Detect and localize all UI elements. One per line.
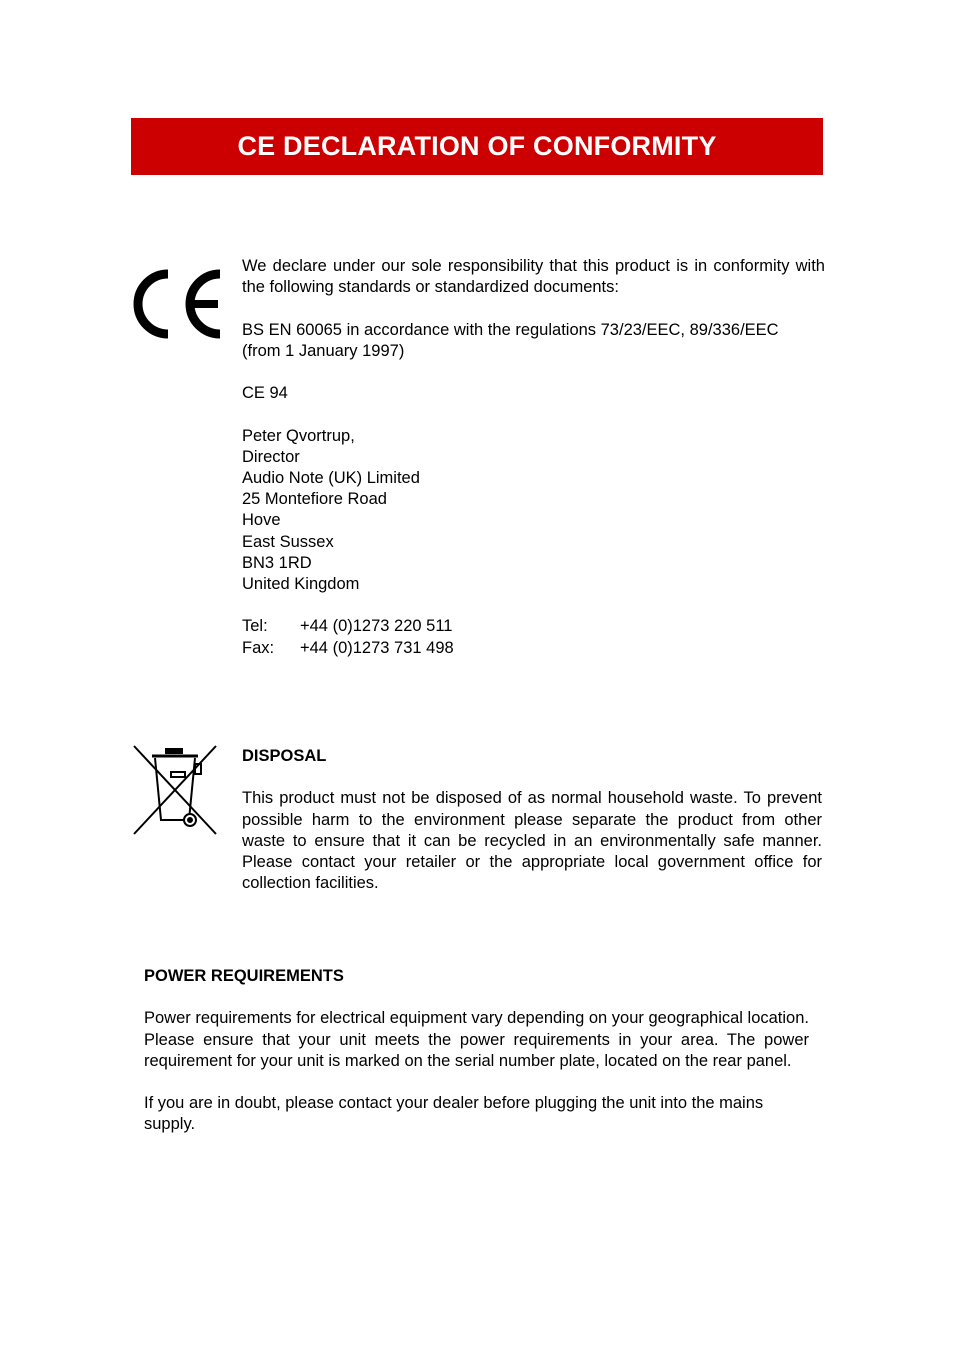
- contact-line: Peter Qvortrup,: [242, 426, 355, 445]
- fax-row: [242, 638, 825, 659]
- tel-label: Tel:: [242, 617, 268, 636]
- tel-value: +44 (0)1273 220 511: [300, 617, 453, 636]
- crossed-out-wheelie-bin-icon: [132, 744, 218, 836]
- contact-line: Hove: [242, 511, 281, 530]
- standard-line-1: BS EN 60065 in accordance with the regulations 73/23/EEC, 89/336/EEC: [242, 320, 779, 339]
- contact-line: Audio Note (UK) Limited: [242, 468, 420, 487]
- ce-mark-code: CE 94: [242, 384, 288, 403]
- contact-line: 25 Montefiore Road: [242, 490, 387, 509]
- page-title: CE DECLARATION OF CONFORMITY: [237, 131, 717, 161]
- contact-line: United Kingdom: [242, 575, 360, 593]
- declaration-intro: We declare under our sole responsibility that this product is in conformity with the following standards or standardized documents:: [242, 257, 825, 297]
- fax-label: Fax:: [242, 638, 275, 657]
- contact-line: Director: [242, 447, 300, 466]
- page-title-banner: [131, 118, 823, 175]
- contact-address: [242, 426, 825, 596]
- power-body-2: If you are in doubt, please contact your dealer before plugging the unit into the mains supply.: [144, 1094, 764, 1134]
- standard-line-2: (from 1 January 1997): [242, 341, 405, 360]
- disposal-body: This product must not be disposed of as normal household waste. To prevent possible harm to the environment please separate the product from other waste to ensure that it can be recycled in an environmentally safe manner. Please contact your retailer or the appropriate local government office for collection facilities.: [242, 789, 822, 893]
- tel-row: [242, 616, 825, 637]
- disposal-heading: DISPOSAL: [242, 747, 327, 765]
- contact-line: BN3 1RD: [242, 553, 312, 572]
- disposal-section: [242, 746, 822, 894]
- ce-mark-icon: [132, 268, 224, 340]
- power-body-1: Power requirements for electrical equipment vary depending on your geographical location. Please ensure that your unit meets the power requirements in your area. The power requirement for your unit is marked on the serial number plate, located on the rear panel.: [144, 1009, 809, 1070]
- contact-line: East Sussex: [242, 532, 334, 551]
- declaration-section: [242, 256, 825, 659]
- power-heading: POWER REQUIREMENTS: [144, 967, 344, 985]
- fax-value: +44 (0)1273 731 498: [300, 638, 454, 657]
- power-section: [144, 966, 809, 1136]
